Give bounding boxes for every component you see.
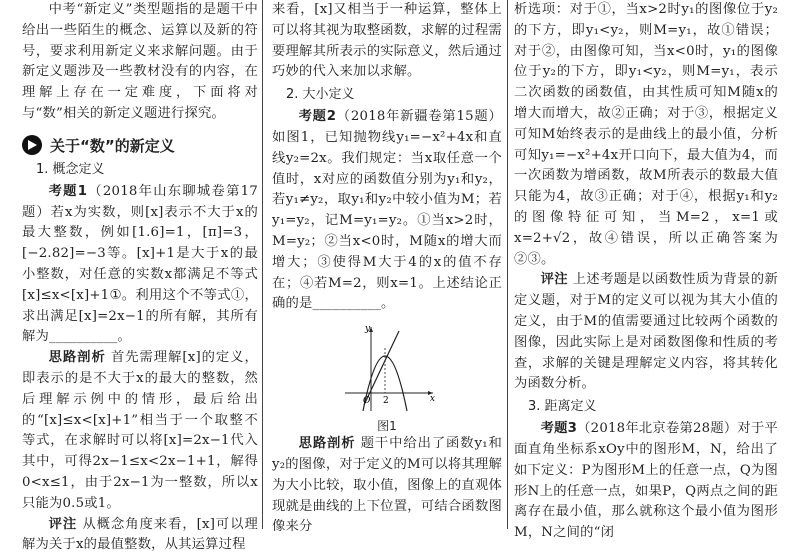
comment-1 — [22, 515, 258, 556]
analysis-1 — [22, 348, 258, 514]
example-1-label: 考题1 — [48, 183, 88, 199]
section-title: 关于“数”的新定义 — [50, 136, 175, 155]
col2-continuation: 来看，[x]又相当于一种运算，整体上可以将其视为取整函数，求解的过程需要理解其所表示的实际意义，然后通过巧妙的代入来加以求解。 — [272, 2, 502, 80]
axis-y-label: y — [365, 324, 371, 335]
example-2-body: （2018年新疆卷第15题）如图1，已知抛物线y₁=−x²+4x和直线y₂=2x。我们规定：当x取任意一个值时，x对应的函数值分别为y₁和y₂，若y₁≠y₂，取y₁和y₂中较小值为M；若y₁=y₂，记M=y₁=y₂。①当x>2时，M=y₂；②当x<0时，M随x的增大而增大；③使得M大于4的x的值不存在；④若M=2，则x=1。上述结论正确的是__________。 — [272, 109, 502, 312]
subsection-heading-2: 2. 大小定义 — [286, 87, 355, 103]
graph-figure — [337, 321, 437, 413]
section-heading — [22, 135, 258, 156]
comment-2-label: 评注 — [540, 272, 569, 288]
comment-2-body: 上述考题是以函数性质为背景的新定义题，对于M的定义可以视为其大小值的定义，由于M的值需要通过比较两个函数的图像，因此实际上是对函数图像和性质的考查，求解的关键是理解定义内容，将其转化为函数分析。 — [514, 272, 779, 392]
example-3 — [514, 419, 778, 544]
example-3-body: （2018年北京卷第28题）对于平面直角坐标系xOy中的图形M，N，给出了如下定义：P为图形M上的任意一点，Q为图形N上的任意一点，如果P，Q两点之间的距离存在最小值，那么就称这个最小值为图形M，N之间的“闭 — [514, 421, 778, 541]
analysis-1-label: 思路剖析 — [48, 350, 106, 366]
column-1 — [22, 0, 258, 553]
column-divider — [262, 0, 263, 529]
example-1 — [22, 182, 258, 348]
col3-continuation: 析选项：对于①，当x>2时y₁的图像位于y₂的下方，即y₁<y₂，则M=y₁，故①错误；对于②，由图像可知，当x<0时，y₁的图像位于y₂的下方，即y₁<y₂，则M=y₁，表示二次函数的函数值，由其性质可知M随x的增大而增大，故②正确；对于③，根据定义可知M始终表示的是曲线上的最小值，分析可知y₁=−x²+4x开口向下，最大值为4，而一次函数为增函数，故M所表示的数最大值只能为4，故③正确；对于④，根据y₁和y₂的图像特征可知，当M=2，x=1或x=2+√2，故④错误，所以正确答案为②③。 — [514, 2, 778, 267]
analysis-2-label: 思路剖析 — [298, 436, 356, 452]
play-circle-icon — [22, 135, 42, 155]
origin-label: O — [363, 396, 371, 407]
tick-2-label: 2 — [383, 396, 389, 407]
column-3 — [514, 0, 779, 541]
intro-paragraph: 中考“新定义”类型题指的是题干中给出一些陌生的概念、运算以及新的符号，要求利用新定义来求解问题。由于新定义题涉及一些教材没有的内容，在理解上存在一定难度，下面将对与“数”相关的新定义题进行探究。 — [22, 2, 258, 121]
figure-caption: 图1 — [377, 419, 397, 434]
axis-x-label: x — [429, 394, 435, 405]
example-1-body: （2018年山东聊城卷第17题）若x为实数，则[x]表示不大于x的最大整数，例如[1.6]=1，[π]=3，[−2.82]=−3等。[x]+1是大于x的最小整数，对任意的实数x都满足不等式[x]≤x<[x]+1①。利用这个不等式①，求出满足[x]=2x−1的所有解，其所有解为__________。 — [22, 183, 258, 345]
comment-2 — [514, 270, 778, 395]
analysis-1-body: 首先需理解[x]的定义，即表示的是不大于x的最大的整数，然后理解示例中的情形，最后给出的“[x]≤x<[x]+1”相当于一个取整不等式，在求解时可以将[x]=2x−1代入其中，可得2x−1≤x<2x−1+1，解得0<x≤1，由于2x−1为一整数，所以x只能为0.5或1。 — [22, 350, 258, 511]
comment-1-label: 评注 — [48, 516, 78, 532]
figure-1 — [272, 321, 502, 434]
subsection-heading-3: 3. 距离定义 — [528, 399, 597, 415]
example-2-label: 考题2 — [298, 109, 337, 125]
column-2 — [272, 0, 502, 535]
analysis-2-body: 题干中给出了函数y₁和y₂的图像，对于定义的M可以将其理解为大小比较，取小值，图像上的直观体现就是曲线的上下位置，可结合函数图像来分 — [272, 436, 502, 535]
example-2 — [272, 107, 502, 315]
example-3-label: 考题3 — [540, 421, 578, 437]
column-divider — [507, 0, 508, 529]
line-y2 — [364, 331, 399, 405]
analysis-2 — [272, 434, 502, 538]
comment-1-body: 从概念角度来看，[x]可以理解为关于x的最值整数，从其运算过程 — [22, 516, 258, 553]
subsection-heading-1: 1. 概念定义 — [36, 161, 105, 177]
